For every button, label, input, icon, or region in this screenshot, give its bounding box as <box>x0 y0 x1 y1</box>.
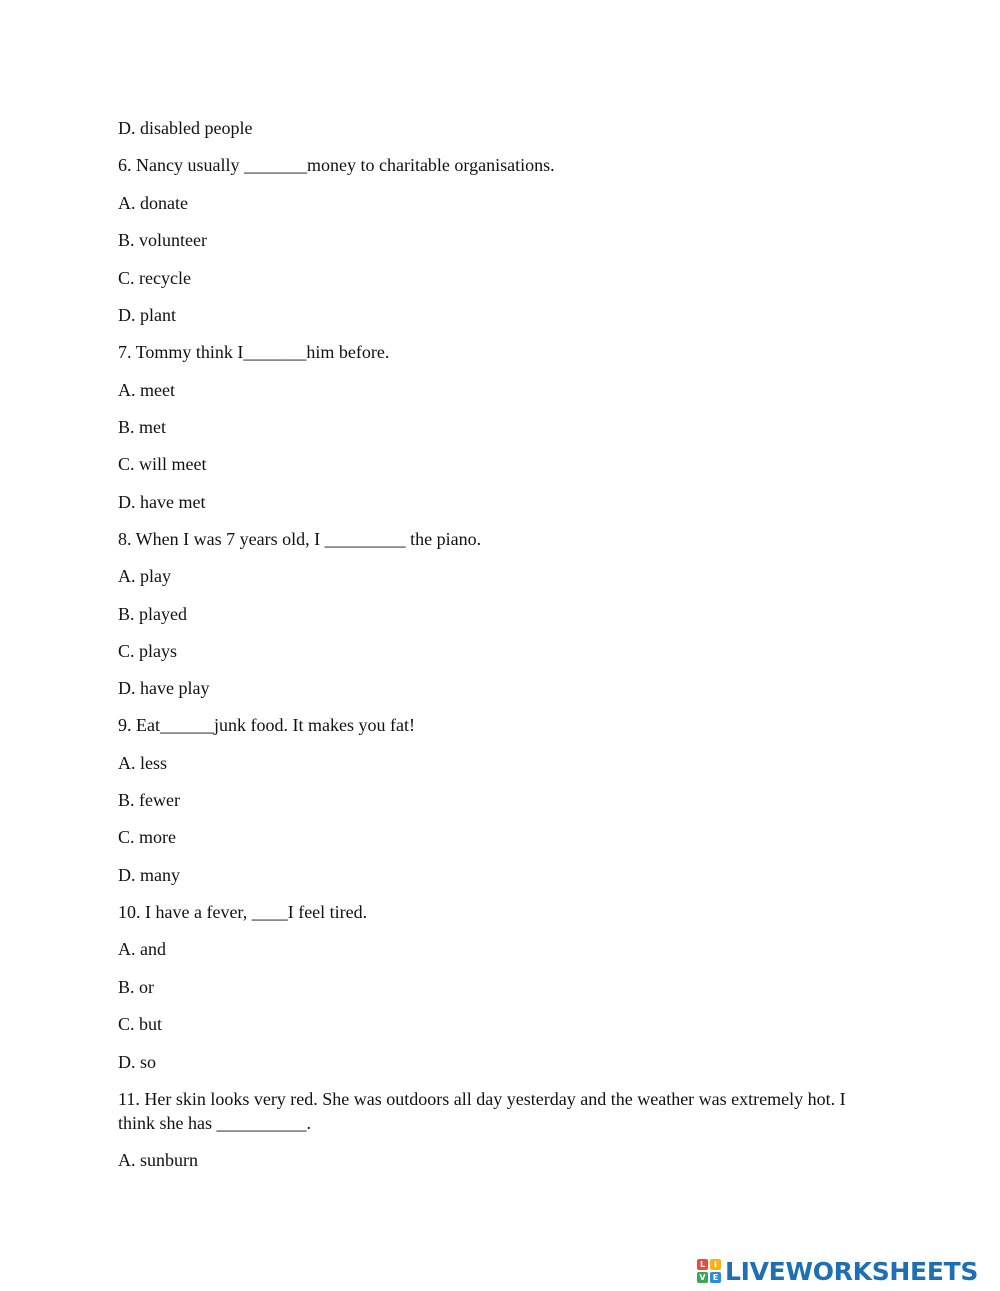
option-6d: D. plant <box>118 305 176 325</box>
option-7c: C. will meet <box>118 454 207 474</box>
option-8a: A. play <box>118 566 171 586</box>
logo-mark-icon <box>697 1259 721 1283</box>
option-9d: D. many <box>118 865 180 885</box>
option-7a: A. meet <box>118 380 175 400</box>
option-6a: A. donate <box>118 193 188 213</box>
option-11a: A. sunburn <box>118 1150 198 1170</box>
option-8d: D. have play <box>118 678 210 698</box>
option-10a: A. and <box>118 939 166 959</box>
option-8c: C. plays <box>118 641 178 661</box>
question-9: 9. Eat______junk food. It makes you fat! <box>118 715 415 735</box>
option-6b: B. volunteer <box>118 230 207 250</box>
option-10b: B. or <box>118 977 154 997</box>
logo-wordmark: LIVEWORKSHEETS <box>725 1256 979 1286</box>
logo-tile-v: V <box>697 1272 708 1283</box>
question-10: 10. I have a fever, ____I feel tired. <box>118 902 368 922</box>
logo-tile-l: L <box>697 1259 708 1270</box>
option-9b: B. fewer <box>118 790 180 810</box>
option-5d: D. disabled people <box>118 118 253 138</box>
option-7b: B. met <box>118 417 166 437</box>
question-11: 11. Her skin looks very red. She was outdoors all day yesterday and the weather was extremely hot. I think she has __________. <box>118 1089 846 1133</box>
question-8: 8. When I was 7 years old, I _________ the piano. <box>118 529 482 549</box>
question-6: 6. Nancy usually _______money to charitable organisations. <box>118 155 555 175</box>
question-7: 7. Tommy think I_______him before. <box>118 342 390 362</box>
option-10c: C. but <box>118 1014 163 1034</box>
option-7d: D. have met <box>118 492 206 512</box>
option-6c: C. recycle <box>118 268 191 288</box>
option-8b: B. played <box>118 604 187 624</box>
liveworksheets-logo[interactable] <box>697 1254 978 1288</box>
option-10d: D. so <box>118 1052 157 1072</box>
logo-tile-e: E <box>710 1272 721 1283</box>
logo-tile-i: I <box>710 1259 721 1270</box>
option-9c: C. more <box>118 827 176 847</box>
option-9a: A. less <box>118 753 167 773</box>
